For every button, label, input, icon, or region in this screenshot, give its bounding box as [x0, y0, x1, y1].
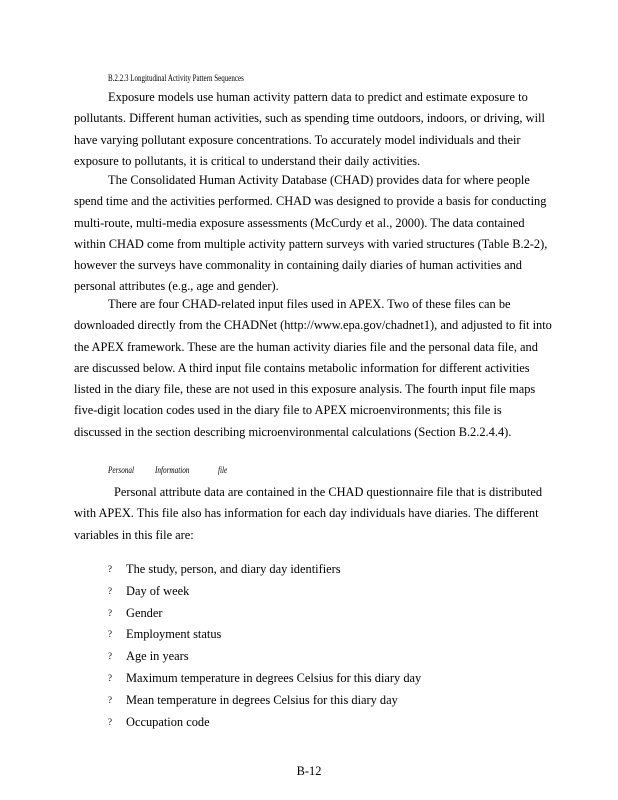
paragraph-activity-data: Exposure models use human activity pattern data to predict and estimate exposure to pollutants. Different human activities, such as spending time outdoors, indoors, or driving, will have varying pollutant exposure concentrations. To accurately model individuals and their exposure to pollutants, it is critical to understand their daily activities.	[74, 90, 545, 168]
list-item-text: Employment status	[126, 627, 222, 642]
bullet-glyph: ?	[108, 694, 112, 705]
page-number: B-12	[296, 764, 322, 778]
subsection-heading-word-3: file	[218, 465, 228, 475]
list-item-text: Occupation code	[126, 714, 210, 729]
bullet-glyph: ?	[108, 564, 112, 574]
list-item-text: Day of week	[126, 583, 190, 598]
paragraph-chad-input-files: There are four CHAD-related input files used in APEX. Two of these files can be downloaded directly from the CHADNet (http://www.epa.gov/chadnet1), and adjusted to fit into the APEX framework. These are the human activity diaries file and the personal data file, and are discussed below. A third input file contains metabolic information for different activities listed in the diary file, these are not used in this exposure analysis. The fourth input file maps five-digit location codes used in the diary file to APEX microenvironments; this file is discussed in the section describing microenvironmental calculations (Section B.2.2.4.4).	[74, 297, 552, 439]
list-item-text: Mean temperature in degrees Celsius for this diary day	[126, 692, 398, 707]
bullet-glyph: ?	[108, 651, 112, 662]
list-item-text: The study, person, and diary day identifiers	[126, 562, 341, 576]
bullet-glyph: ?	[108, 607, 112, 618]
paragraph-personal-attributes: Personal attribute data are contained in the CHAD questionnaire file that is distributed with APEX. This file also has information for each day individuals have diaries. The different variables in this file are:	[74, 485, 543, 542]
bullet-glyph: ?	[108, 716, 112, 727]
bullet-glyph: ?	[108, 629, 112, 640]
subsection-heading-word-1: Personal	[108, 465, 134, 475]
bullet-glyph: ?	[108, 672, 112, 683]
bullet-glyph: ?	[108, 585, 112, 596]
paragraph-chad-overview: The Consolidated Human Activity Database (CHAD) provides data for where people spend time and the activities performed. CHAD was designed to provide a basis for conducting multi-route, multi-media exposure assessments (McCurdy et al., 2000). The data contained within CHAD come from multiple activity pattern surveys with varied structures (Table B.2-2), however the surveys have commonality in containing daily diaries of human activities and personal attributes (e.g., age and gender).	[74, 173, 548, 294]
list-item-text: Gender	[126, 605, 163, 620]
list-item-text: Maximum temperature in degrees Celsius for this diary day	[126, 670, 422, 685]
section-heading: B.2.2.3 Longitudinal Activity Pattern Sequences	[108, 73, 244, 83]
list-item-text: Age in years	[126, 649, 189, 664]
subsection-heading-word-2: Information	[155, 465, 190, 475]
